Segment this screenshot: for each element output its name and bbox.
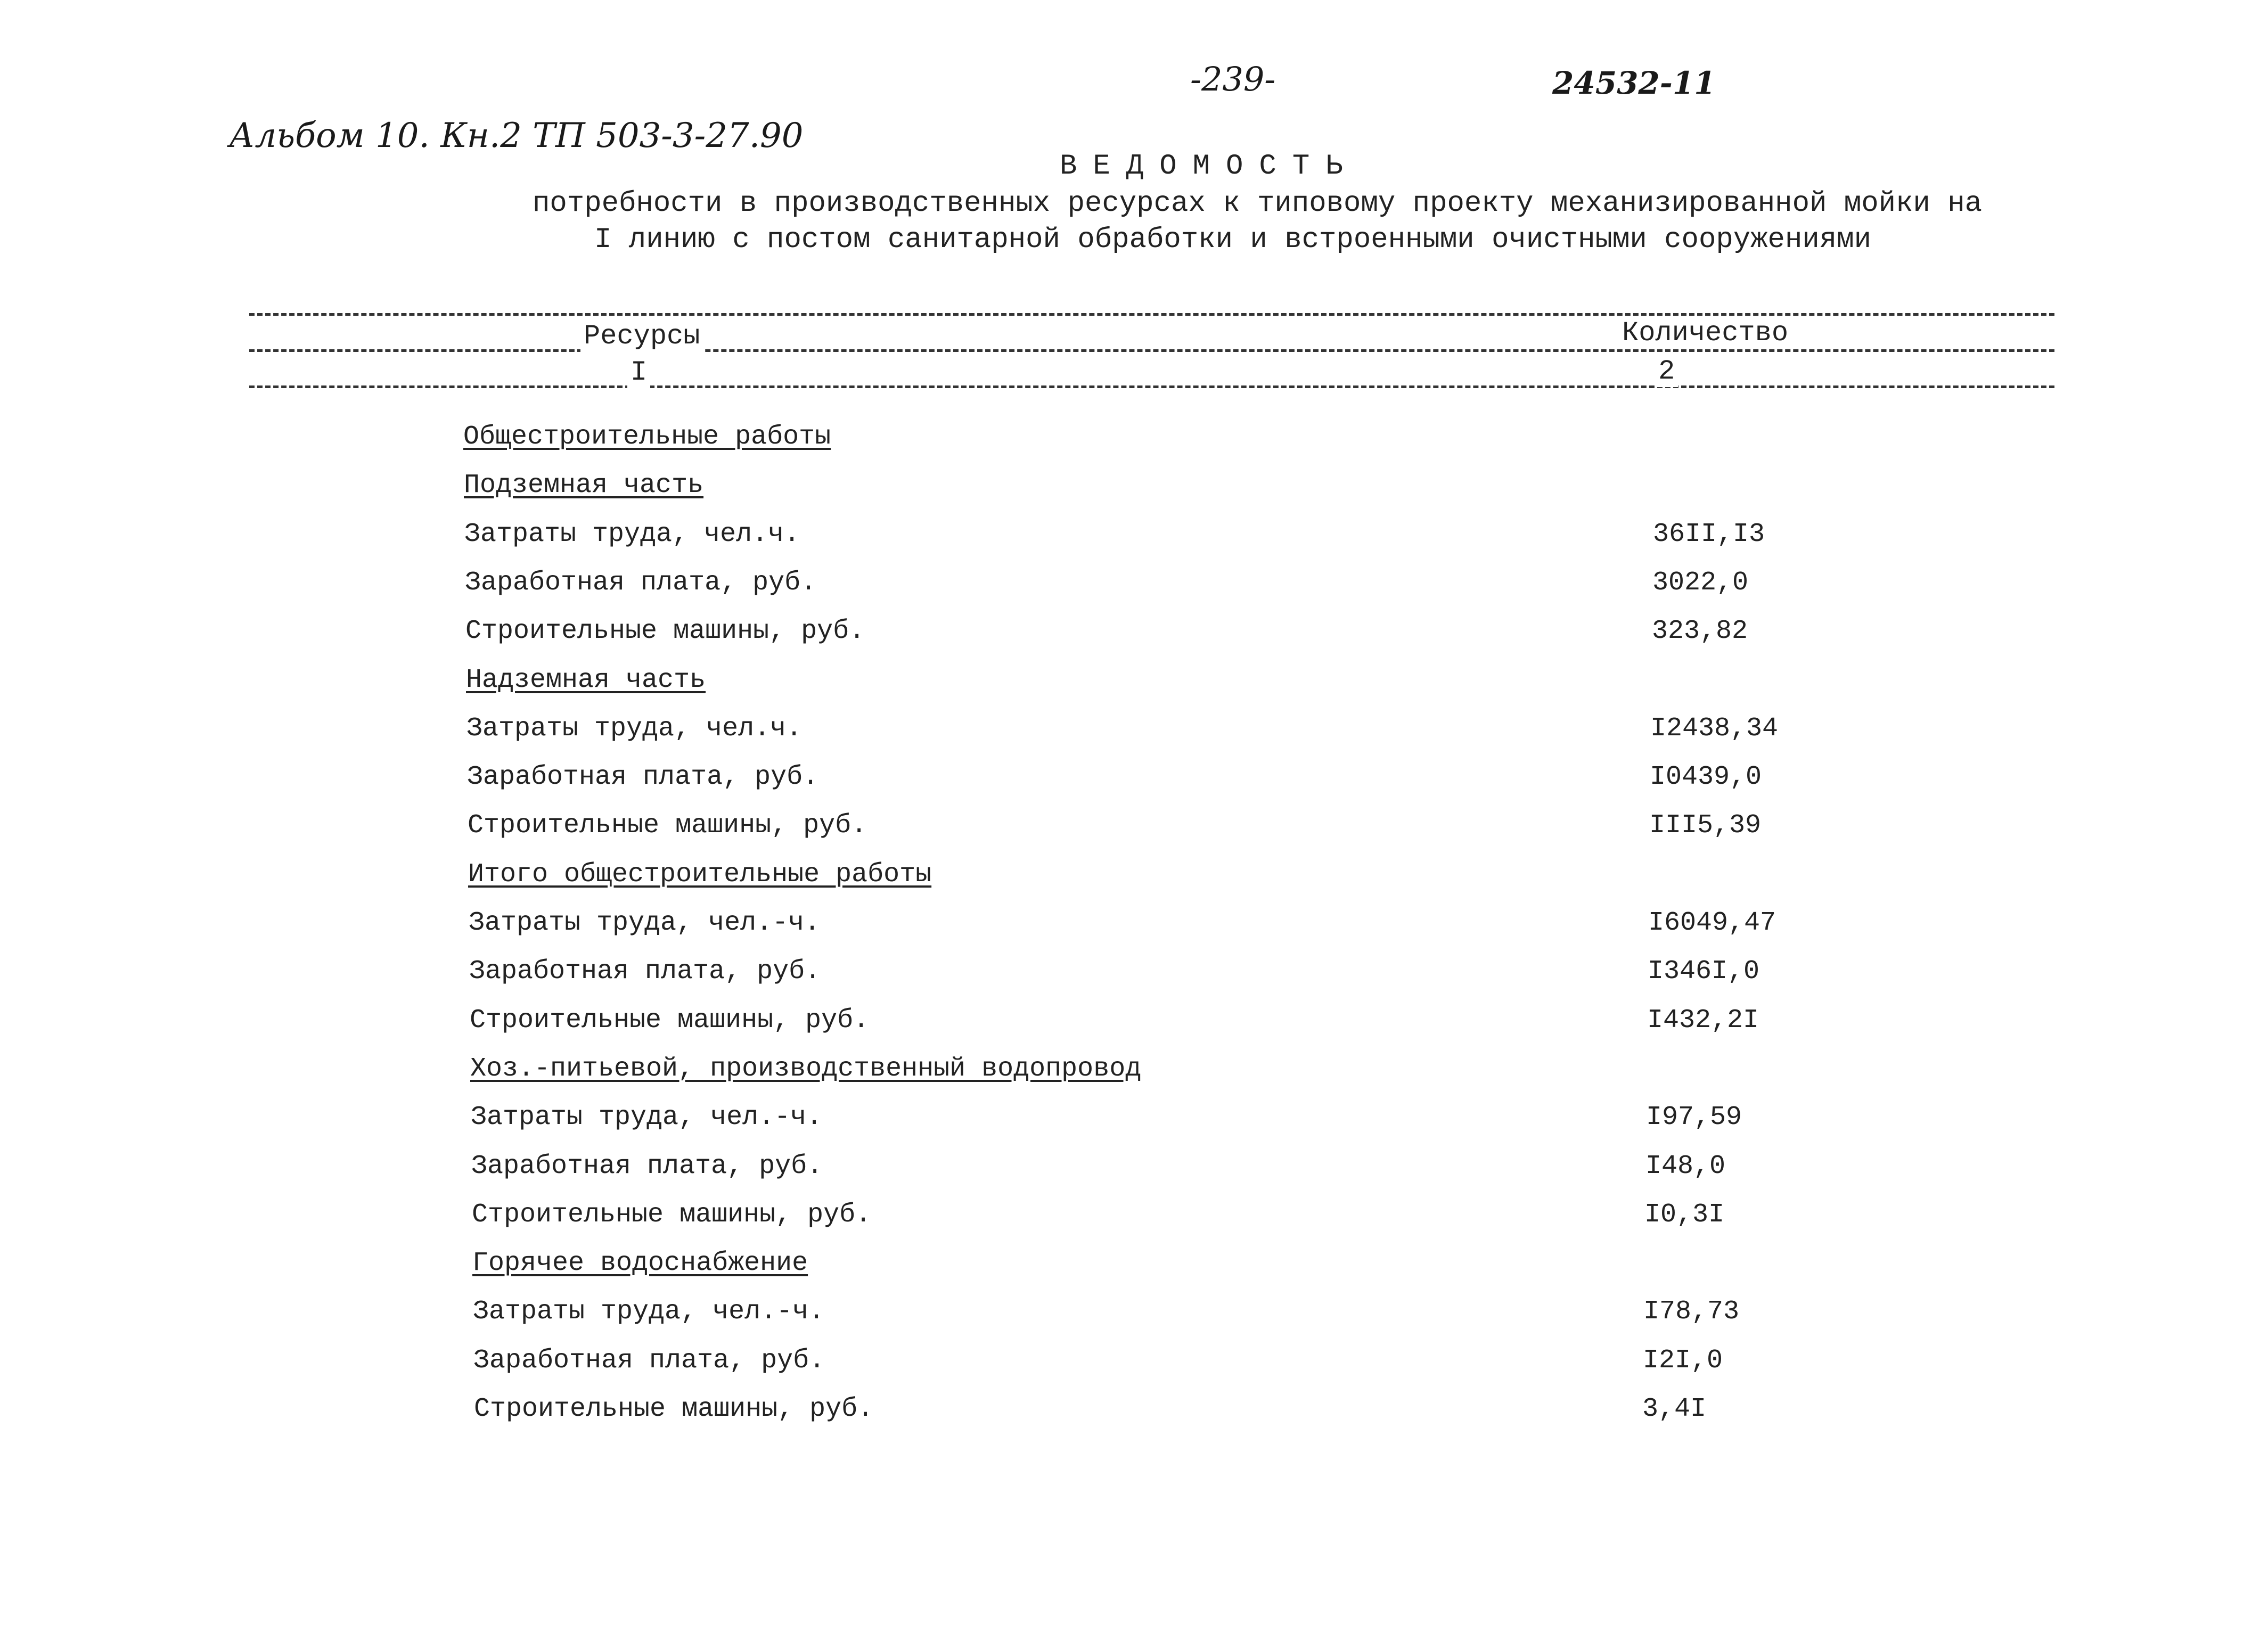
resource-quantity: I2438,34 (1650, 713, 1779, 744)
resource-quantity: 3,4I (1642, 1394, 1707, 1424)
resource-label: Затраты труда, чел.-ч. (469, 908, 821, 938)
resource-label: Затраты труда, чел.ч. (466, 713, 803, 744)
resource-label: Строительные машины, руб. (472, 1200, 872, 1230)
resource-quantity: I0,3I (1644, 1200, 1725, 1230)
section-heading: Надземная часть (466, 665, 706, 695)
column-header-resources: Ресурсы (580, 321, 703, 352)
page-number: -239- (1190, 60, 1276, 99)
document-subtitle-line-2: I линию с постом санитарной обработки и встроенными очистными сооружениями (594, 224, 1871, 256)
section-heading: Общестроительные работы (463, 422, 831, 452)
resource-quantity: I432,2I (1647, 1005, 1759, 1036)
resource-label: Заработная плата, руб. (467, 762, 819, 792)
resource-quantity: I6049,47 (1648, 908, 1776, 938)
resource-quantity: I0439,0 (1650, 762, 1762, 792)
resource-quantity: I48,0 (1645, 1151, 1726, 1181)
resource-quantity: I2I,0 (1643, 1345, 1723, 1376)
column-number-resources: I (627, 357, 650, 388)
document-code: 24532-11 (1552, 65, 1716, 101)
document-subtitle-line-1: потребности в производственных ресурсах к типовому проекту механизированной мойки на (533, 187, 1983, 220)
resource-label: Строительные машины, руб. (465, 616, 865, 646)
resource-quantity: 36II,I3 (1653, 519, 1765, 549)
resource-label: Заработная плата, руб. (469, 956, 821, 987)
resource-label: Строительные машины, руб. (474, 1394, 874, 1424)
column-header-quantity: Количество (1619, 317, 1791, 349)
resource-quantity: I97,59 (1646, 1102, 1742, 1133)
resource-label: Затраты труда, чел.ч. (464, 519, 800, 549)
resource-quantity: 3022,0 (1652, 568, 1749, 598)
resource-label: Заработная плата, руб. (465, 568, 817, 598)
section-heading: Хоз.-питьевой, производственный водопровод (470, 1054, 1142, 1084)
resource-label: Затраты труда, чел.-ч. (471, 1102, 823, 1133)
section-heading: Горячее водоснабжение (472, 1248, 808, 1278)
resource-quantity: I78,73 (1643, 1297, 1740, 1327)
resource-quantity: III5,39 (1649, 810, 1762, 841)
album-reference: Альбом 10. Кн.2 ТП 503-3-27.90 (229, 116, 804, 155)
section-heading: Подземная часть (464, 470, 704, 500)
resource-label: Строительные машины, руб. (470, 1005, 870, 1036)
resource-label: Заработная плата, руб. (473, 1345, 825, 1376)
column-number-quantity: 2 (1655, 356, 1678, 387)
resource-label: Строительные машины, руб. (468, 810, 867, 841)
resource-label: Затраты труда, чел.-ч. (473, 1297, 825, 1327)
resource-quantity: I346I,0 (1648, 956, 1760, 987)
resource-label: Заработная плата, руб. (471, 1151, 823, 1181)
document-title: ВЕДОМОСТЬ (1060, 150, 1359, 183)
section-heading: Итого общестроительные работы (468, 859, 932, 890)
resource-quantity: 323,82 (1652, 616, 1748, 646)
